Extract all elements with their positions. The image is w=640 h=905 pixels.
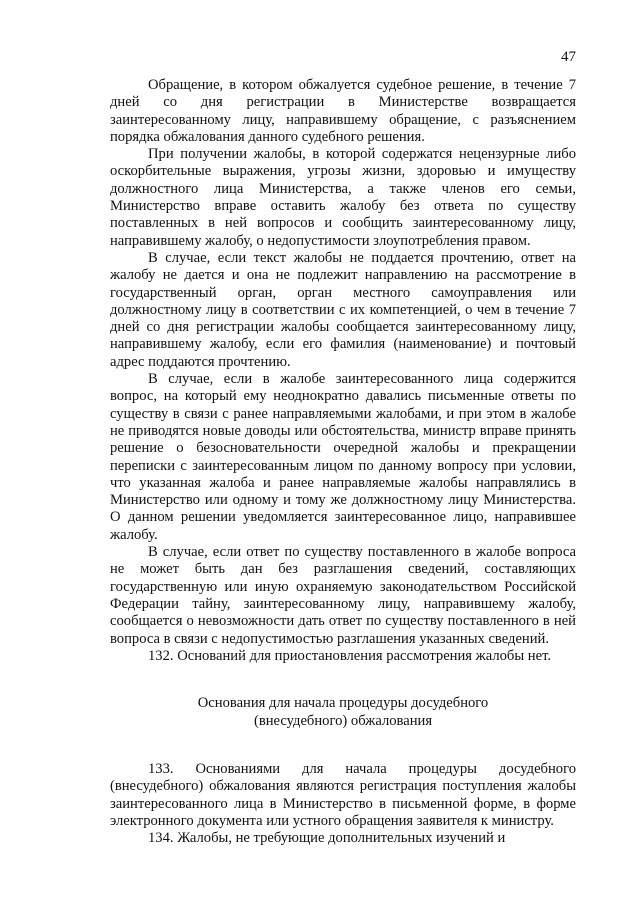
- paragraph-item-133: 133. Основаниями для начала процедуры досудебного (внесудебного) обжалования являются регистрация поступления жалобы заинтересованного лица в Министерство в письменной форме, в форме электронного документа или устного обращения заявителя к министру.: [110, 761, 576, 829]
- section-heading-line-2: (внесудебного) обжалования: [253, 712, 433, 729]
- paragraph-unreadable-complaint: В случае, если текст жалобы не поддается прочтению, ответ на жалобу не дается и она не подлежит направлению на рассмотрение в государственный орган, орган местного самоуправления или должностному лицу в соответствии с их компетенцией, о чем в течение 7 дней со дня регистрации жалобы сообщается заинтересованному лицу, направившему жалобу, если его фамилия (наименование) и почтовый адрес поддаются прочтению.: [110, 249, 576, 370]
- section-heading: [110, 695, 576, 730]
- document-body: [110, 77, 576, 848]
- paragraph-repeated-complaint: В случае, если в жалобе заинтересованного лица содержится вопрос, на который ему неоднократно давались письменные ответы по существу в связи с ранее направляемыми жалобами, и при этом в жалобе не приводятся новые доводы или обстоятельства, министр вправе принять решение о безосновательности очередной жалобы и прекращении переписки с заинтересованным лицом по данному вопросу при условии, что указанная жалоба и ранее направляемые жалобы направлялись в Министерство или одному и тому же должностному лицу Министерства. О данном решении уведомляется заинтересованное лицо, направившее жалобу.: [110, 371, 576, 543]
- paragraph-item-132: 132. Оснований для приостановления рассмотрения жалобы нет.: [148, 647, 552, 664]
- paragraph-item-134: 134. Жалобы, не требующие дополнительных изучений и: [148, 830, 506, 847]
- paragraph-court-decision-appeal: Обращение, в котором обжалуется судебное решение, в течение 7 дней со дня регистрации в Министерстве возвращается заинтересованному лицу, направившему обращение, с разъяснением порядка обжалования данного судебного решения.: [110, 77, 576, 145]
- paragraph-state-secret: В случае, если ответ по существу поставленного в жалобе вопроса не может быть дан без разглашения сведений, составляющих государственную или иную охраняемую законодательством Российской Федерации тайну, заинтересованному лицу, направившему жалобу, сообщается о невозможности дать ответ по существу поставленного в ней вопроса в связи с недопустимостью разглашения указанных сведений.: [110, 544, 576, 647]
- page-number: 47: [561, 49, 576, 65]
- paragraph-obscene-complaint: При получении жалобы, в которой содержатся нецензурные либо оскорбительные выражения, угрозы жизни, здоровью и имуществу должностного лица Министерства, а также членов его семьи, Министерство вправе оставить жалобу без ответа по существу поставленных в ней вопросов и сообщить заинтересованному лицу, направившему жалобу, о недопустимости злоупотребления правом.: [110, 146, 576, 249]
- section-heading-line-1: Основания для начала процедуры досудебного: [197, 695, 489, 712]
